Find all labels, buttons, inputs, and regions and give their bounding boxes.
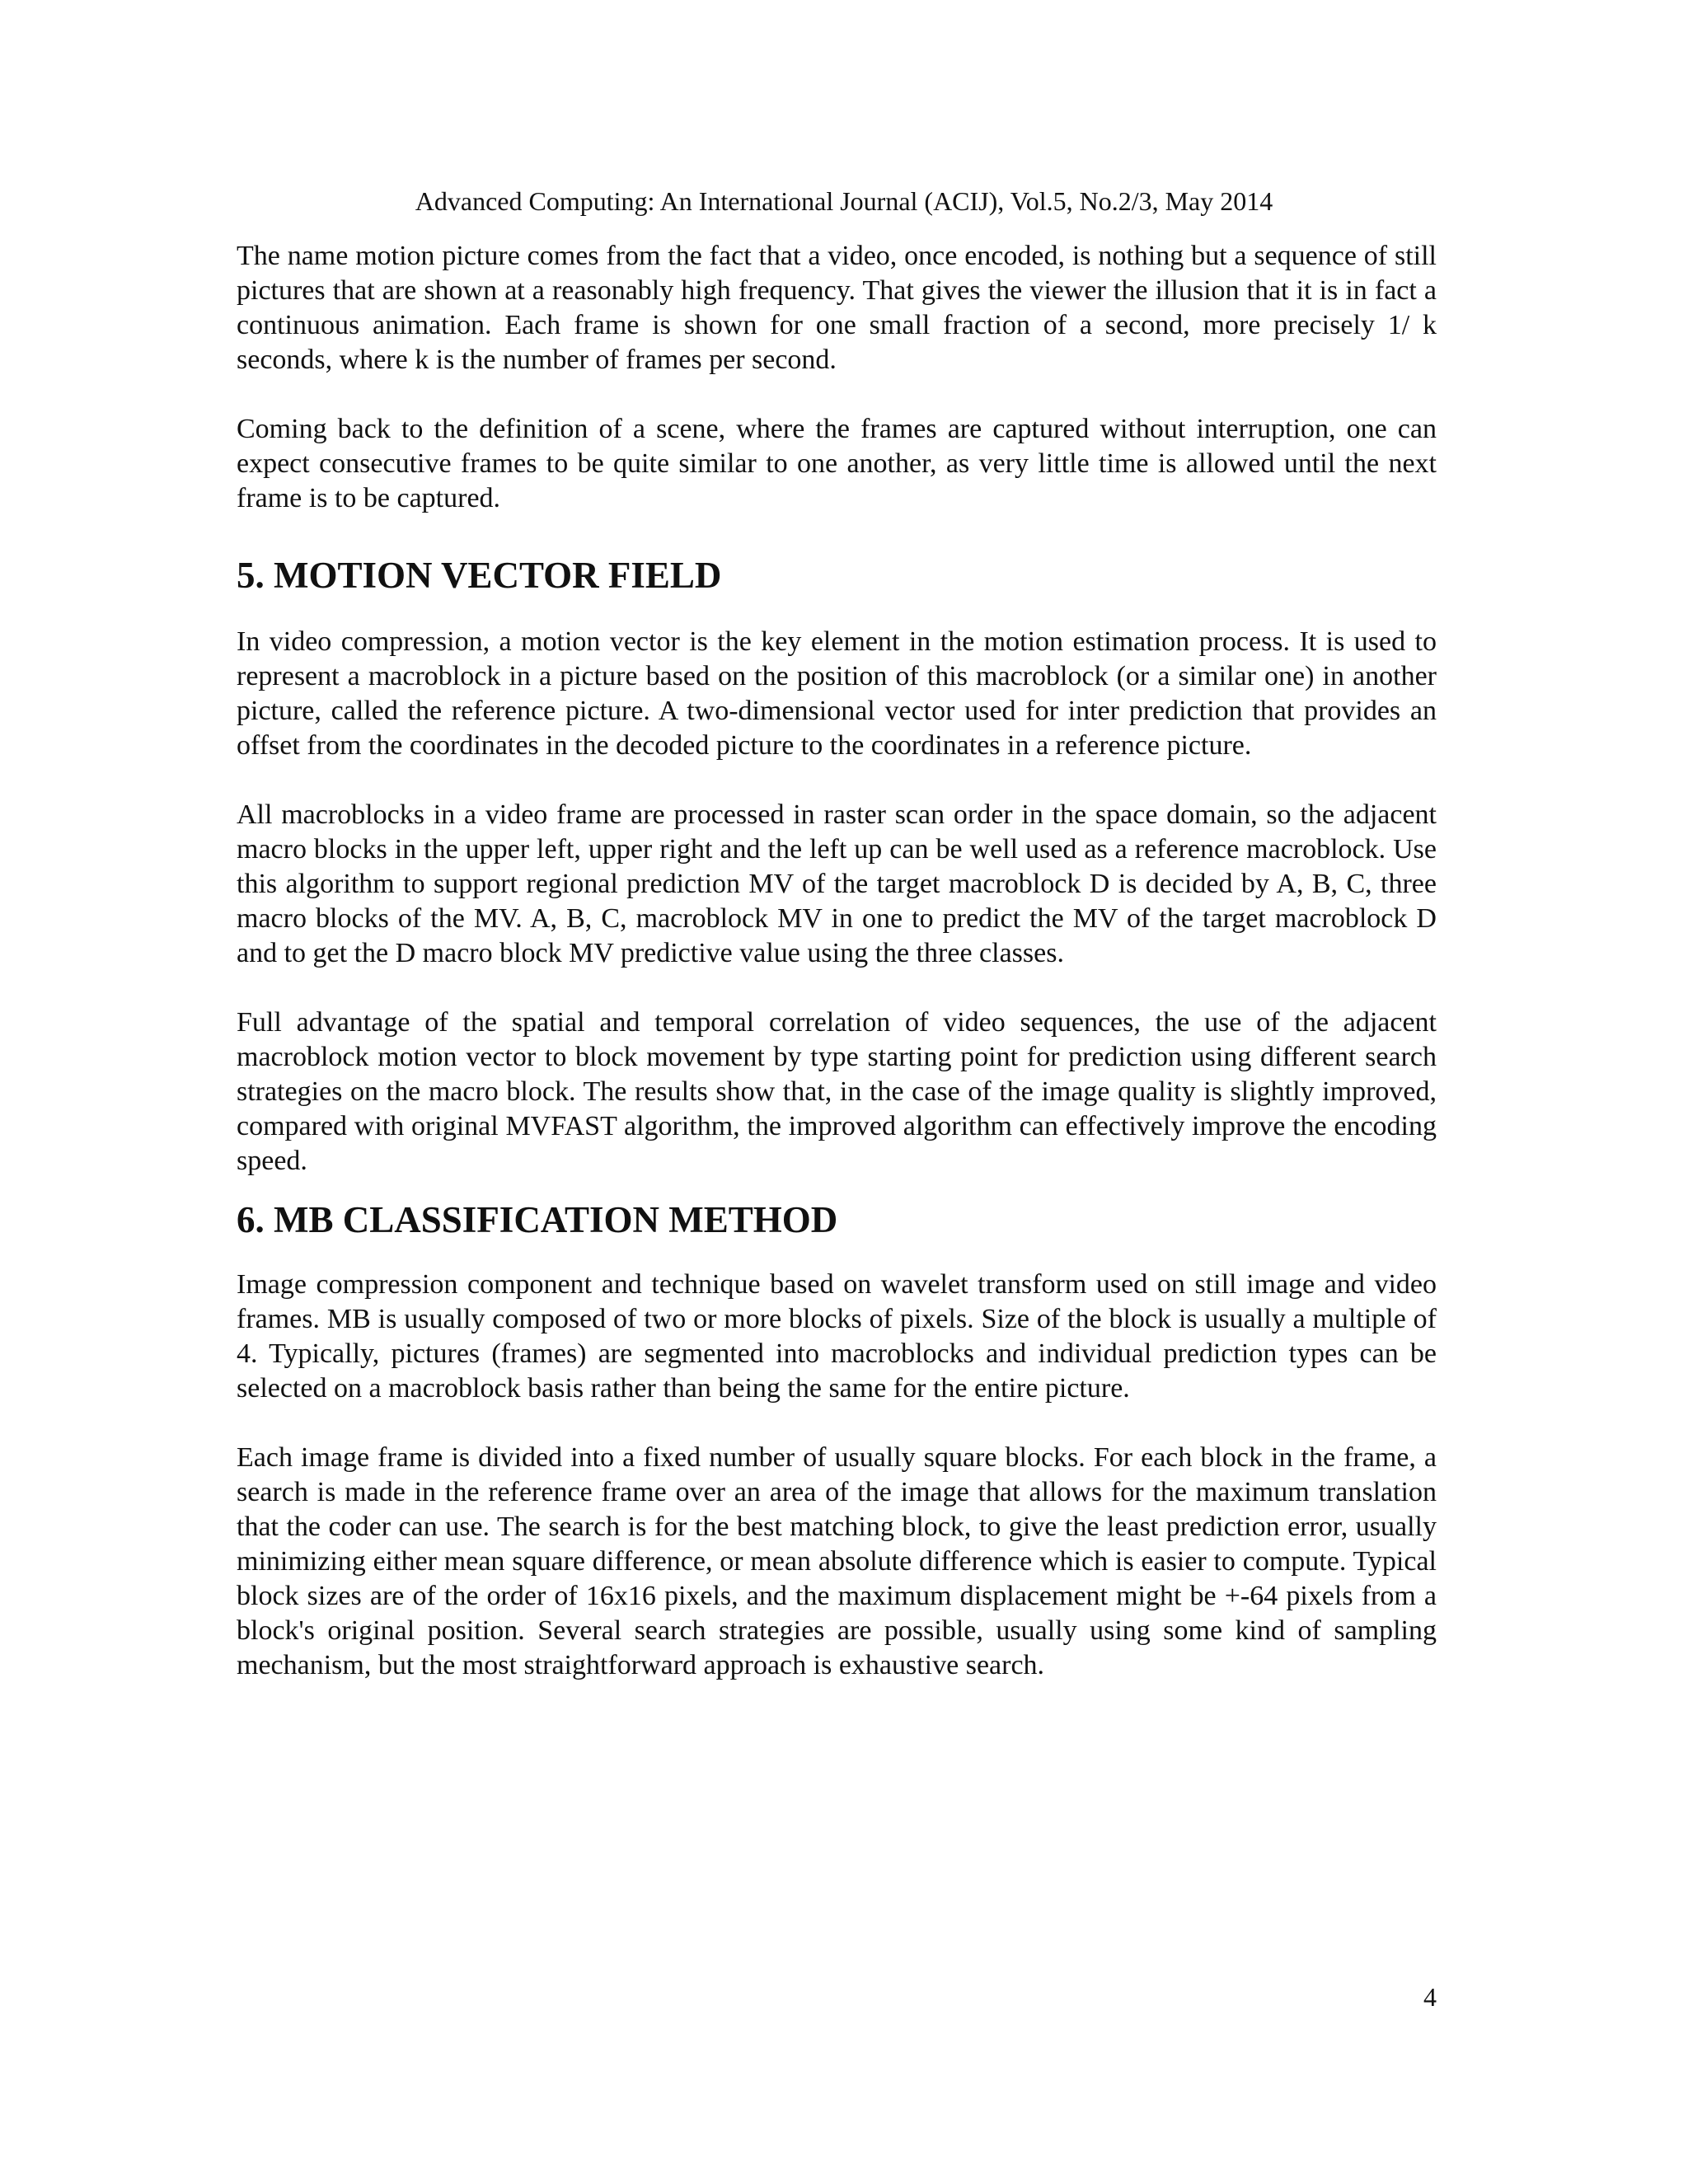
running-header: Advanced Computing: An International Journal (ACIJ), Vol.5, No.2/3, May 2014 xyxy=(415,186,1273,216)
page-body xyxy=(237,239,1437,1683)
section-6-paragraph-2: Each image frame is divided into a fixed number of usually square blocks. For each block in the frame, a search is made in the reference frame over an area of the image that allows for the maximum translation that the coder can use. The search is for the best matching block, to give the least prediction error, usually minimizing either mean square difference, or mean absolute difference which is easier to compute. Typical block sizes are of the order of 16x16 pixels, and the maximum displacement might be +-64 pixels from a block's original position. Several search strategies are possible, usually using some kind of sampling mechanism, but the most straightforward approach is exhaustive search. xyxy=(237,1442,1437,1680)
section-5-paragraph-2: All macroblocks in a video frame are processed in raster scan order in the space domain, so the adjacent macro blocks in the upper left, upper right and the left up can be well used as a reference macroblock. Use this algorithm to support regional prediction MV of the target macroblock D is decided by A, B, C, three macro blocks of the MV. A, B, C, macroblock MV in one to predict the MV of the target macroblock D and to get the D macro block MV predictive value using the three classes. xyxy=(237,799,1437,968)
page-number: 4 xyxy=(1423,1982,1437,2012)
section-5-heading: 5. MOTION VECTOR FIELD xyxy=(237,555,722,596)
section-6-paragraph-1: Image compression component and technique based on wavelet transform used on still image and video frames. MB is usually composed of two or more blocks of pixels. Size of the block is usually a multiple of 4. Typically, pictures (frames) are segmented into macroblocks and individual prediction types can be selected on a macroblock basis rather than being the same for the entire picture. xyxy=(237,1269,1437,1404)
intro-paragraph-2: Coming back to the definition of a scene, where the frames are captured without interruption, one can expect consecutive frames to be quite similar to one another, as very little time is allowed until the next frame is to be captured. xyxy=(237,414,1437,513)
section-5-paragraph-1: In video compression, a motion vector is the key element in the motion estimation process. It is used to represent a macroblock in a picture based on the position of this macroblock (or a similar one) in another picture, called the reference picture. A two-dimensional vector used for inter prediction that provides an offset from the coordinates in the decoded picture to the coordinates in a reference picture. xyxy=(237,626,1437,761)
section-5-paragraph-3: Full advantage of the spatial and temporal correlation of video sequences, the use of the adjacent macroblock motion vector to block movement by type starting point for prediction using different search strategies on the macro block. The results show that, in the case of the image quality is slightly improved, compared with original MVFAST algorithm, the improved algorithm can effectively improve the encoding speed. xyxy=(237,1007,1437,1176)
section-6-heading: 6. MB CLASSIFICATION METHOD xyxy=(237,1199,838,1240)
intro-paragraph-1: The name motion picture comes from the fact that a video, once encoded, is nothing but a sequence of still pictures that are shown at a reasonably high frequency. That gives the viewer the illusion that it is in fact a continuous animation. Each frame is shown for one small fraction of a second, more precisely 1/ k seconds, where k is the number of frames per second. xyxy=(237,241,1437,375)
